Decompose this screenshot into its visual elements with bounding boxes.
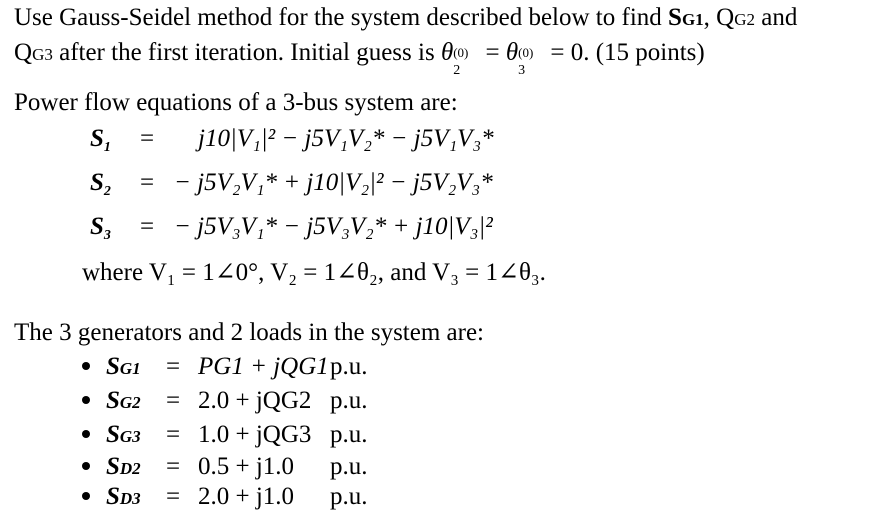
eq3-lhs: S (90, 213, 104, 240)
problem-line-2 (14, 39, 705, 78)
item3-sub: G3 (119, 427, 141, 446)
theta2-subscript: 2 (453, 63, 461, 78)
eq1-lhs: S (90, 125, 104, 152)
equation-row-3 (0, 214, 892, 244)
eq2-rhs: − j5V₂V₁* + j10|V₂|² − j5V₂V₃* (174, 169, 493, 196)
theta3-subscript: 3 (518, 63, 526, 78)
problem-text-b: after the first iteration. Initial guess is (52, 39, 441, 66)
equals-zero: = 0 (544, 39, 584, 66)
sg1-subscript: G1 (681, 10, 704, 29)
eq3-lhs-sub: 3 (103, 228, 111, 243)
item5-unit: p.u. (330, 483, 368, 510)
item1-sub: G1 (119, 359, 141, 378)
item1-equals: = (166, 353, 181, 380)
eq3-rhs: − j5V₃V₁* − j5V₃V₂* + j10|V₃|² (174, 213, 493, 240)
list-item (0, 454, 892, 482)
problem-text-a: Use Gauss-Seidel method for the system described below to find (14, 4, 669, 31)
qg3-symbol: Q (14, 39, 33, 66)
item4-name: S (106, 453, 120, 480)
item1-value: PG1 + jQG1 (198, 353, 329, 380)
item4-sub: D2 (119, 459, 141, 478)
item5-equals: = (166, 483, 181, 510)
list-item (0, 422, 892, 450)
bullet-icon (82, 362, 90, 370)
sg1-symbol: S (668, 4, 682, 31)
equation-row-1 (0, 126, 892, 156)
equals-1: = (479, 39, 506, 66)
and-word: and (755, 4, 798, 31)
bullet-icon (82, 462, 90, 470)
item2-sub: G2 (119, 393, 141, 412)
item3-equals: = (166, 421, 181, 448)
list-item (0, 484, 892, 508)
item5-sub: D3 (119, 489, 141, 508)
eq1-equals: = (140, 125, 155, 152)
eq2-lhs-sub: 2 (103, 184, 111, 199)
item2-equals: = (166, 387, 181, 414)
list-item (0, 388, 892, 416)
item5-value: 2.0 + j1.0 (198, 483, 295, 510)
item4-value: 0.5 + j1.0 (198, 453, 295, 480)
list-item (0, 354, 892, 382)
eq1-rhs: j10|V₁|² − j5V₁V₂* − j5V₁V₃* (198, 125, 494, 152)
qg2-subscript: G2 (734, 10, 756, 29)
problem-line-1 (14, 5, 797, 30)
points-text: . (15 points) (583, 39, 705, 66)
theta2-superscript: (0) (453, 45, 469, 60)
item4-unit: p.u. (330, 453, 368, 480)
item2-value: 2.0 + jQG2 (198, 387, 312, 414)
generators-heading: The 3 generators and 2 loads in the system are: (14, 319, 484, 346)
item2-unit: p.u. (330, 387, 368, 414)
qg3-subscript: G3 (32, 45, 53, 64)
item1-unit: p.u. (330, 353, 368, 380)
power-flow-heading: Power flow equations of a 3-bus system are: (14, 89, 458, 116)
eq3-equals: = (140, 213, 155, 240)
item3-name: S (106, 421, 120, 448)
item4-equals: = (166, 453, 181, 480)
item2-name: S (106, 387, 120, 414)
item5-name: S (106, 483, 120, 510)
item3-value: 1.0 + jQG3 (198, 421, 312, 448)
qg2-symbol: , Q (703, 4, 735, 31)
item3-unit: p.u. (330, 421, 368, 448)
eq1-lhs-sub: 1 (103, 140, 111, 155)
eq2-equals: = (140, 169, 155, 196)
item1-name: S (106, 353, 120, 380)
eq2-lhs: S (90, 169, 104, 196)
bullet-icon (82, 492, 90, 500)
where-line: where V₁ = 1∠0°, V₂ = 1∠θ₂, and V₃ = 1∠θ₃. (82, 259, 546, 286)
theta2-symbol: θ (440, 39, 454, 66)
equation-row-2 (0, 170, 892, 200)
theta3-superscript: (0) (518, 45, 534, 60)
theta3-symbol: θ (505, 39, 519, 66)
bullet-icon (82, 396, 90, 404)
bullet-icon (82, 430, 90, 438)
